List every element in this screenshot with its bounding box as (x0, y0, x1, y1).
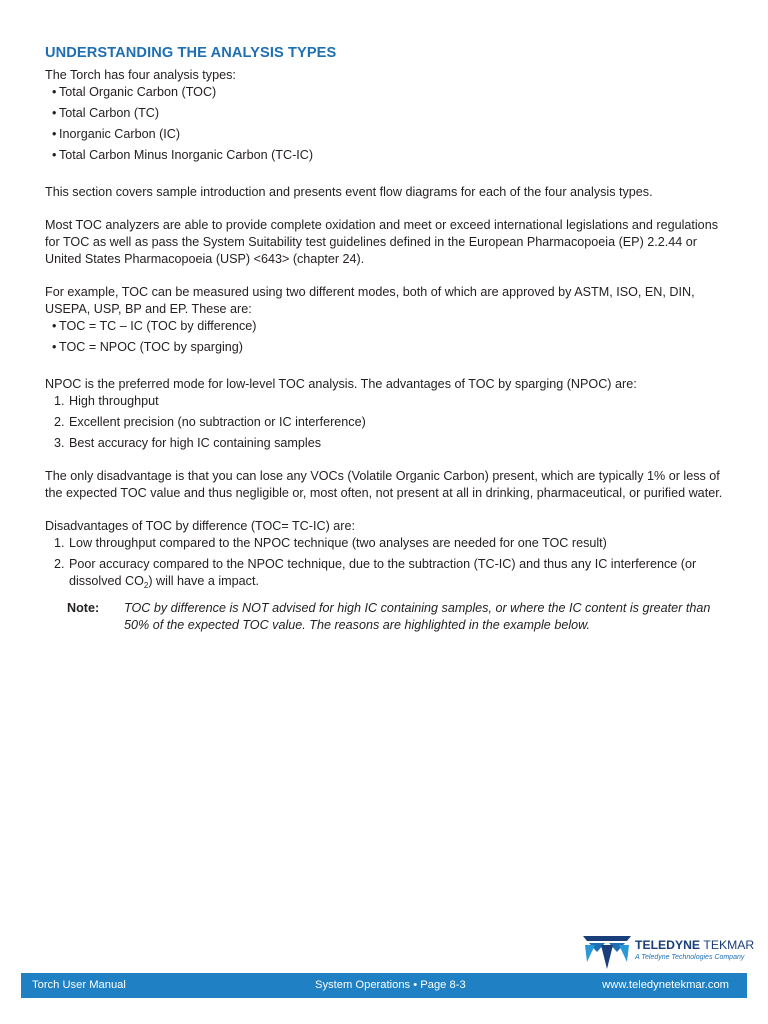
list-item-text: Excellent precision (no subtraction or IC interference) (69, 415, 366, 429)
list-item-text: TOC = NPOC (TOC by sparging) (59, 340, 243, 354)
list-item (45, 105, 725, 122)
list-item (45, 535, 725, 552)
footer-manual-title: Torch User Manual (32, 979, 126, 991)
disadvantages-intro: Disadvantages of TOC by difference (TOC= TC-IC) are: (45, 519, 355, 533)
list-item (45, 147, 725, 164)
list-item-text: Best accuracy for high IC containing samples (69, 436, 321, 450)
modes-list (45, 318, 725, 356)
logo-tagline: A Teledyne Technologies Company (635, 954, 745, 961)
footer-page-number: System Operations • Page 8-3 (315, 979, 466, 991)
list-item (45, 393, 725, 410)
list-item (45, 126, 725, 143)
footer-website-link[interactable]: www.teledynetekmar.com (602, 979, 729, 991)
list-item (45, 414, 725, 431)
teledyne-tekmar-logo (583, 936, 755, 972)
intro-text: The Torch has four analysis types: (45, 68, 236, 82)
list-item (45, 339, 725, 356)
list-item-text: Low throughput compared to the NPOC technique (two analyses are needed for one TOC result) (69, 536, 607, 550)
list-item-text: Total Carbon Minus Inorganic Carbon (TC-IC) (59, 148, 314, 162)
bullet-glyph: • (52, 340, 57, 354)
section-heading: UNDERSTANDING THE ANALYSIS TYPES (45, 45, 337, 61)
list-item-text: Total Carbon (TC) (59, 106, 160, 120)
list-item-text: Inorganic Carbon (IC) (59, 127, 181, 141)
analyzers-paragraph: Most TOC analyzers are able to provide complete oxidation and meet or exceed international legislations and regulations for TOC as well as pass the System Suitability test guidelines defined in the European Pharmacopoeia (EP) 2.2.44 or United States Pharmacopoeia (USP) <643> (chapter 24). (45, 218, 718, 266)
list-number: 3. (54, 436, 65, 450)
modes-intro-paragraph: For example, TOC can be measured using two different modes, both of which are approved by ASTM, ISO, EN, DIN, USEPA, USP, BP and EP. These are: (45, 285, 695, 316)
list-item-text-end: ) will have a impact. (148, 574, 259, 588)
analysis-types-list (45, 84, 725, 164)
note-text: TOC by difference is NOT advised for high IC containing samples, or where the IC content is greater than 50% of the expected TOC value. The reasons are highlighted in the example below. (124, 601, 711, 632)
document-body (45, 44, 725, 634)
bullet-glyph: • (52, 85, 57, 99)
disadvantage-voc-paragraph: The only disadvantage is that you can lose any VOCs (Volatile Organic Carbon) present, which are typically 1% or less of the expected TOC value and thus negligible or, most often, not present at all in drinking, pharmaceutical, or purified water. (45, 469, 723, 500)
section-overview-paragraph: This section covers sample introduction and presents event flow diagrams for each of the four analysis types. (45, 185, 653, 199)
npoc-paragraph: NPOC is the preferred mode for low-level TOC analysis. The advantages of TOC by sparging (NPOC) are: (45, 377, 637, 391)
list-number: 1. (54, 536, 65, 550)
list-number: 2. (54, 557, 65, 571)
page-footer (21, 973, 747, 998)
teledyne-logo-icon (583, 936, 631, 970)
list-number: 2. (54, 415, 65, 429)
note-block (67, 600, 725, 634)
bullet-glyph: • (52, 319, 57, 333)
disadvantages-list (45, 535, 725, 590)
note-label: Note: (67, 601, 100, 615)
list-item (45, 84, 725, 101)
list-item (45, 435, 725, 452)
bullet-glyph: • (52, 106, 57, 120)
logo-wordmark: TELEDYNE TEKMAR (635, 938, 755, 952)
list-number: 1. (54, 394, 65, 408)
subscript-two: 2 (143, 581, 149, 590)
list-item (45, 318, 725, 335)
list-item-text: Total Organic Carbon (TOC) (59, 85, 217, 99)
list-item-text: Poor accuracy compared to the NPOC technique, due to the subtraction (TC-IC) and thus any IC interference (or dissolved CO (69, 557, 697, 588)
bullet-glyph: • (52, 148, 57, 162)
advantages-list (45, 393, 725, 452)
list-item-text: TOC = TC – IC (TOC by difference) (59, 319, 257, 333)
list-item (45, 556, 725, 590)
bullet-glyph: • (52, 127, 57, 141)
list-item-text: High throughput (69, 394, 159, 408)
